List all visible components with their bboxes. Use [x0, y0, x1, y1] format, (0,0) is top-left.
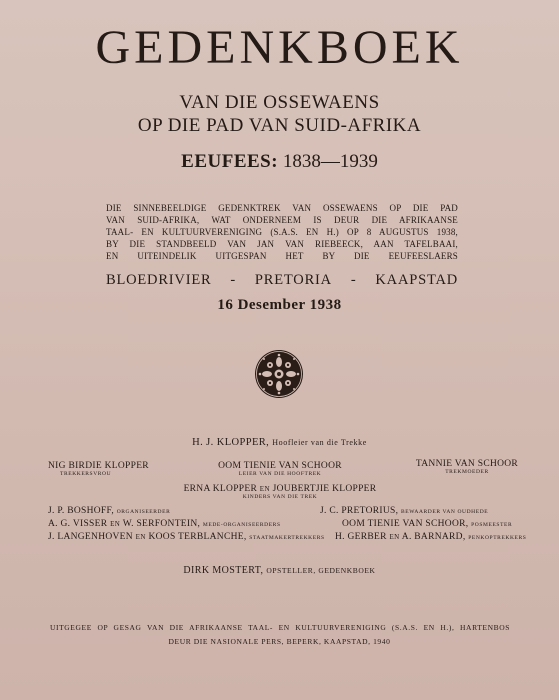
credit-name: ERNA KLOPPER — [183, 484, 258, 494]
book-title: GEDENKBOEK — [95, 21, 464, 74]
place-separator: - — [230, 272, 237, 288]
centenary-years: 1838—1939 — [282, 151, 378, 172]
description-line: VAN SUID-AFRIKA, WAT ONDERNEEM IS DEUR DIE AFRIKAANSE — [106, 215, 458, 225]
description-paragraph — [106, 202, 458, 262]
leader-name: H. J. KLOPPER, — [192, 437, 270, 448]
credit-role: MEDE-ORGANISEERDERS — [202, 522, 281, 528]
credit-visser — [48, 519, 281, 529]
credit-role: LEIER VAN DIE HOOFTREK — [238, 471, 322, 477]
centenary-line — [0, 151, 559, 173]
credit-tienie-post — [342, 519, 512, 529]
credit-role: PENKOPTREKKERS — [468, 535, 527, 541]
credit-role: POSMEESTER — [471, 522, 513, 528]
description-line: BY DIE STANDBEELD VAN JAN VAN RIEBEECK, AAN TAFELBAAI, — [106, 239, 458, 249]
credit-name: J. C. PRETORIUS, — [320, 506, 399, 516]
description-line: EN UITEINDELIK UITGESPAN HET BY DIE EEUFEESLAERS — [106, 251, 458, 261]
credit-mostert — [0, 565, 559, 576]
place-pretoria: PRETORIA — [254, 272, 332, 288]
credit-role: TREKKERSVROU — [60, 471, 112, 477]
publisher-line-1: UITGEGEE OP GESAG VAN DIE AFRIKAANSE TAAL- EN KULTUURVERENIGING (S.A.S. EN H.), HARTENBOS — [50, 623, 510, 632]
credit-role: OPSTELLER, GEDENKBOEK — [266, 566, 376, 575]
credit-name: A. G. VISSER — [48, 519, 108, 529]
place-separator: - — [350, 272, 357, 288]
leader-line — [0, 437, 559, 448]
publisher-line-2: DEUR DIE NASIONALE PERS, BEPERK, KAAPSTAD, 1940 — [168, 637, 391, 646]
credit-name: TANNIE VAN SCHOOR — [415, 459, 519, 469]
credit-langenhoven — [48, 532, 325, 542]
credit-name: NIG BIRDIE KLOPPER — [48, 461, 149, 471]
description-line: DIE SINNEBEELDIGE GEDENKTREK VAN OSSEWAENS OP DIE PAD — [106, 203, 458, 213]
credit-name: DIRK MOSTERT, — [183, 565, 264, 576]
credit-name-2: W. SERFONTEIN, — [122, 519, 201, 529]
leader-role: Hoofleier van die Trekke — [272, 438, 367, 447]
credit-name-2: JOUBERTJIE KLOPPER — [272, 484, 377, 494]
credit-boshoff — [48, 506, 170, 516]
credit-gerber — [335, 532, 526, 542]
credit-pretorius — [320, 506, 488, 516]
credit-name: OOM TIENIE VAN SCHOOR, — [342, 519, 469, 529]
credit-tienie-leader — [205, 461, 355, 477]
credit-name: J. P. BOSHOFF, — [48, 506, 115, 516]
credit-tannie — [414, 459, 520, 475]
place-bloedrivier: BLOEDRIVIER — [106, 272, 212, 288]
description-line: TAAL- EN KULTUURVERENIGING (S.A.S. EN H.) OP 8 AUGUSTUS 1938, — [106, 227, 458, 237]
credit-name: H. GERBER — [335, 532, 387, 542]
centenary-label: EEUFEES: — [181, 151, 279, 172]
credit-conj: EN — [389, 533, 400, 541]
credit-role: STAATMAKERTREKKERS — [249, 535, 325, 541]
credit-name: OOM TIENIE VAN SCHOOR — [218, 461, 342, 471]
credit-name-2: A. BARNARD, — [401, 532, 466, 542]
credit-conj: EN — [110, 520, 121, 528]
credit-role: ORGANISEERDER — [116, 509, 171, 515]
credit-conj: EN — [135, 533, 146, 541]
credit-nig-birdie — [48, 461, 149, 477]
credit-children — [170, 484, 390, 500]
credit-role: TREKMOEDER — [445, 469, 489, 475]
credit-role: KINDERS VAN DIE TREK — [242, 494, 318, 500]
credit-name-2: KOOS TERBLANCHE, — [148, 532, 247, 542]
places-line — [106, 272, 458, 289]
subtitle-line-1: VAN DIE OSSEWAENS — [179, 92, 380, 113]
credit-name: J. LANGENHOVEN — [48, 532, 133, 542]
floral-roundel-icon — [254, 349, 304, 399]
credit-conj: EN — [259, 485, 270, 493]
place-kaapstad: KAAPSTAD — [375, 272, 458, 288]
event-date: 16 Desember 1938 — [217, 297, 342, 313]
subtitle-line-2: OP DIE PAD VAN SUID-AFRIKA — [137, 115, 422, 136]
credit-role: BEWAARDER VAN OUDHEDE — [400, 509, 489, 515]
